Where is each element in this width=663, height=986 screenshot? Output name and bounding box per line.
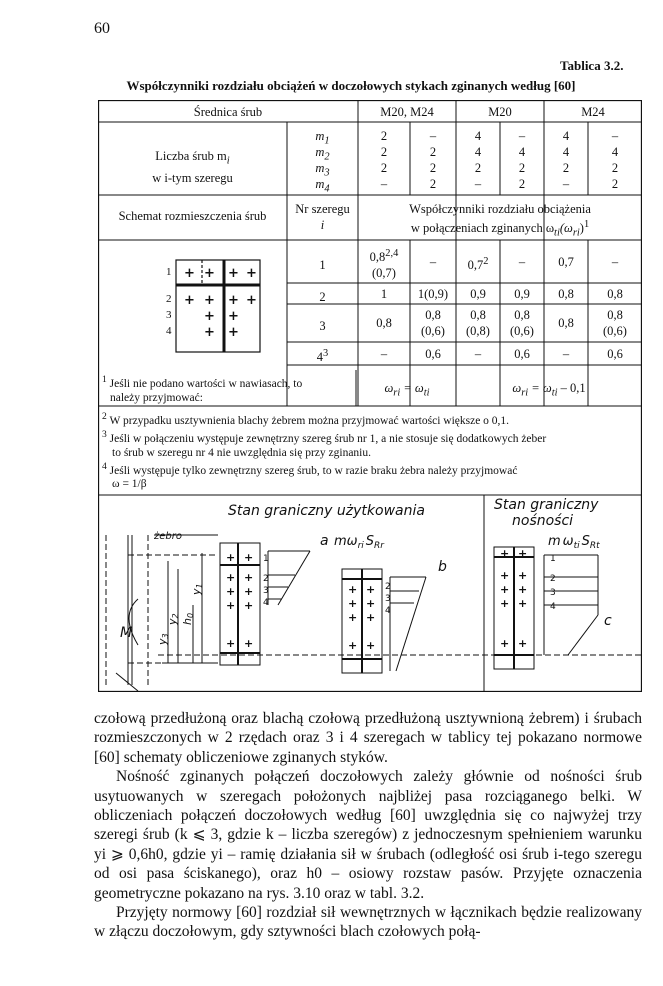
bolt-count-cell: 2 — [380, 129, 388, 143]
svg-text:+: + — [500, 547, 510, 560]
scheme-num-1: 1 — [166, 266, 172, 278]
bolt-count-cell: – — [474, 177, 482, 191]
svg-text:+: + — [500, 597, 510, 610]
bolt-count-cell: – — [562, 177, 570, 191]
bolt-count-cell: 4 — [562, 129, 570, 143]
coef-cell: 0,8 — [607, 286, 623, 301]
bolt-count-cell: 2 — [518, 177, 526, 191]
scheme-num-3: 3 — [166, 309, 172, 321]
row-num-c-2: 2 — [550, 574, 556, 584]
svg-text:+: + — [226, 585, 236, 598]
coef-cell: – — [429, 254, 437, 269]
svg-text:+: + — [500, 583, 510, 596]
scheme-num-2: 2 — [166, 293, 172, 305]
coef-cell: 0,9 — [514, 286, 530, 301]
bolt-count-row-label: $m_4$ — [315, 177, 330, 195]
svg-text:+: + — [348, 597, 358, 610]
svg-text:+: + — [518, 637, 528, 650]
row-num-c-3: 3 — [550, 588, 556, 598]
header-group-m20: M20 — [488, 105, 512, 119]
footnote-1-eq1: $\omega_{ri} = \omega_{ti}$ — [384, 381, 430, 399]
svg-text:+: + — [226, 637, 236, 650]
coef-cell: $0,7^2$ — [467, 255, 489, 272]
svg-text:+: + — [500, 637, 510, 650]
svg-text:+: + — [518, 547, 528, 560]
figure-mws-left: $m\omega_{ri}$ $S_{Rr}$ — [334, 534, 384, 551]
figure-label-c: c — [604, 613, 612, 629]
coef-cell: – — [562, 346, 570, 361]
page-number: 60 — [94, 20, 110, 37]
body-text — [94, 709, 642, 942]
coef-cell: – — [518, 254, 526, 269]
bolt-count-cell: 2 — [380, 145, 388, 159]
svg-text:+: + — [226, 571, 236, 584]
figure-label-a: a — [320, 533, 329, 549]
bolt-count-row-label: $m_2$ — [315, 145, 330, 163]
svg-text:+: + — [226, 551, 236, 564]
table-note: ω = 1/β — [112, 478, 147, 491]
svg-text:+: + — [244, 585, 254, 598]
header-diameter: Średnica śrub — [193, 105, 263, 119]
svg-text:+: + — [518, 597, 528, 610]
svg-text:+: + — [246, 293, 257, 308]
coef-cell: 0,8 (0,6) — [421, 308, 445, 338]
svg-text:+: + — [204, 309, 215, 324]
coef-cell: – — [474, 346, 482, 361]
svg-text:+: + — [244, 637, 254, 650]
bolt-count-cell: – — [518, 129, 526, 143]
svg-text:+: + — [228, 309, 239, 324]
coef-row-number: 2 — [319, 289, 326, 304]
figure-label-zebro: żebro — [154, 531, 182, 542]
table-3-2 — [98, 100, 642, 692]
lever-h0: h0 — [181, 612, 195, 625]
svg-text:+: + — [348, 639, 358, 652]
coef-cell: 0,8 (0,6) — [510, 308, 534, 338]
row-num-a-1: 1 — [263, 554, 269, 564]
header-group-m20-m24: M20, M24 — [380, 105, 434, 119]
svg-text:+: + — [184, 293, 195, 308]
svg-text:+: + — [366, 639, 376, 652]
bolt-count-cell: 2 — [429, 177, 437, 191]
coef-cell: 0,6 — [425, 346, 441, 361]
table-note: $^4$ Jeśli występuje tylko zewnętrzny szereg śrub, to w razie braku żebra należy przyjmować — [102, 460, 518, 477]
figure-label-m: M — [120, 625, 133, 641]
row-num-a-3: 3 — [263, 586, 269, 596]
coef-cell: – — [611, 254, 619, 269]
bolt-count-cell: 4 — [518, 145, 526, 159]
coef-cell: 0,8 (0,8) — [466, 308, 490, 338]
svg-text:+: + — [348, 611, 358, 624]
row-num-b-2: 2 — [385, 582, 391, 592]
svg-text:+: + — [348, 583, 358, 596]
scheme-label: Schemat rozmieszczenia śrub — [118, 209, 267, 223]
coef-cell: 0,8 — [376, 316, 392, 330]
header-group-m24: M24 — [581, 105, 605, 119]
table-label: Tablica 3.2. — [560, 58, 624, 73]
row-num-b-4: 4 — [385, 606, 391, 616]
svg-text:+: + — [366, 611, 376, 624]
coef-row-number: 1 — [319, 257, 326, 272]
svg-text:+: + — [366, 583, 376, 596]
bolt-count-cell: 2 — [611, 161, 619, 175]
table-notes — [102, 410, 638, 491]
coef-cell: 0,8 — [558, 286, 574, 301]
svg-text:+: + — [228, 325, 239, 340]
figure-right-title-1: Stan graniczny — [494, 497, 599, 513]
figure-mws-right: m $\omega_{ti}$ $S_{Rt}$ — [548, 534, 600, 551]
coef-cell: 0,9 — [470, 286, 486, 301]
bolt-count-cell: – — [429, 129, 437, 143]
paragraph-2: Nośność zginanych połączeń doczołowych zależy głównie od nośności śrub usytuowanych w szeregach położonych najbliżej pasa rozciąganego belki. W obliczeniach połączeń doczołowych według [60] uwzględnia się co najwyżej trzy szeregi śrub (k ⩽ 3, gdzie k – liczba szeregów) z jednoczesnym spełnieniem warunku yi ⩾ 0,6h0, gdzie yi – ramię działania sił w śrubach (odległość osi śrub i-tego szeregu od osi pasa ściskanego), oraz h0 – osiowy rozstaw pasów. Przyjęte oznaczenia geometryczne pokazano na rys. 3.10 oraz w tabl. 3.2. — [94, 768, 642, 902]
svg-text:+: + — [518, 569, 528, 582]
coef-row-number: $4^3$ — [316, 347, 329, 364]
row-num-a-2: 2 — [263, 574, 269, 584]
footnote-1-eq2: $\omega_{ri} = \omega_{ti} - 0,1$ — [512, 381, 586, 399]
svg-text:+: + — [184, 266, 195, 281]
paragraph-1: czołową przedłużoną oraz blachą czołową przedłużoną usztywnioną żebrem) i śrubach rozmieszczonych w 2 rzędach oraz 3 i 4 szeregach w tablicy tej pokazano normowe [60] schematy obliczeniowe zginanych styków. — [94, 710, 642, 766]
coef-cell: 1 — [380, 286, 388, 301]
figure-right-title-2: nośności — [512, 513, 574, 529]
row-num-b-3: 3 — [385, 594, 391, 604]
bolt-count-row-label: $m_1$ — [315, 129, 330, 147]
coef-cell: 1(0,9) — [417, 286, 449, 301]
bolt-count-cell: – — [611, 129, 619, 143]
svg-text:+: + — [204, 266, 215, 281]
row-num-c-1: 1 — [550, 554, 556, 564]
paragraph-3: Przyjęty normowy [60] rozdział sił wewnętrznych w łącznikach będzie realizowany w złączu doczołowym, gdy sztywności blach czołowych połą- — [94, 904, 642, 941]
bolt-count-cell: 2 — [429, 161, 437, 175]
table-title: Współczynniki rozdziału obciążeń w doczołowych stykach zginanych według [60] — [126, 78, 576, 93]
row-num-a-4: 4 — [263, 598, 269, 608]
bolt-count-cell: – — [380, 177, 388, 191]
row-header: Nr szeregu i — [295, 202, 350, 232]
svg-text:+: + — [500, 569, 510, 582]
table-note: $^3$ Jeśli w połączeniu występuje zewnętrzny szereg śrub nr 1, a nie stosuje się dodatkowych żeber — [102, 428, 547, 445]
coef-cell: 0,7 — [558, 254, 574, 269]
svg-text:+: + — [228, 266, 239, 281]
lever-y1: y1 — [190, 583, 204, 595]
coef-cell: 0,8 — [558, 316, 574, 330]
svg-text:+: + — [204, 325, 215, 340]
svg-text:+: + — [244, 571, 254, 584]
table-note: $^2$ W przypadku usztywnienia blachy żebrem można przyjmować wartości większe o 0,1. — [102, 411, 510, 427]
joint-figure — [98, 495, 642, 692]
scheme-num-4: 4 — [166, 325, 172, 337]
coef-cell: 0,6 — [514, 346, 530, 361]
svg-text:+: + — [366, 597, 376, 610]
bolt-count-label: Liczba śrub $m_i$ w i-tym szeregu — [152, 149, 233, 185]
bolt-count-cell: 4 — [562, 145, 570, 159]
coef-cell: 0,8 (0,6) — [603, 308, 627, 338]
svg-text:+: + — [244, 599, 254, 612]
coef-header: Współczynniki rozdziału obciążenia w połączeniach zginanych $\omega_{ti}(\omega_{ri})^1$ — [409, 202, 591, 239]
svg-text:+: + — [226, 599, 236, 612]
row-num-c-4: 4 — [550, 602, 556, 612]
bolt-count-cell: 2 — [562, 161, 570, 175]
bolt-count-cell: 2 — [611, 177, 619, 191]
coef-cell: 0,8$^{2,4}$ (0,7) — [369, 247, 399, 280]
figure-label-b: b — [438, 559, 447, 575]
coef-cell: 0,6 — [607, 346, 623, 361]
figure-left-title: Stan graniczny użytkowania — [228, 503, 425, 519]
bolt-count-cell: 2 — [518, 161, 526, 175]
svg-text:+: + — [228, 293, 239, 308]
bolt-scheme-drawing — [164, 258, 274, 358]
bolt-count-cell: 2 — [474, 161, 482, 175]
bolt-count-cell: 4 — [611, 145, 619, 159]
coef-cell: – — [380, 346, 388, 361]
svg-text:+: + — [246, 266, 257, 281]
svg-text:+: + — [204, 293, 215, 308]
bolt-count-row-label: $m_3$ — [315, 161, 330, 179]
svg-text:+: + — [244, 551, 254, 564]
lever-y2: y2 — [166, 613, 180, 625]
bolt-count-cell: 4 — [474, 129, 482, 143]
lever-y3: y3 — [156, 633, 170, 645]
bolt-count-cell: 2 — [429, 145, 437, 159]
bolt-count-cell: 4 — [474, 145, 482, 159]
bolt-count-cell: 2 — [380, 161, 388, 175]
footnote-1: $^1$ Jeśli nie podano wartości w nawiasach, to należy przyjmować: — [102, 374, 303, 404]
table-note: to śrub w szeregu nr 4 nie uwzględnia się przy zginaniu. — [112, 446, 371, 459]
coef-row-number: 3 — [319, 319, 326, 334]
svg-text:+: + — [518, 583, 528, 596]
